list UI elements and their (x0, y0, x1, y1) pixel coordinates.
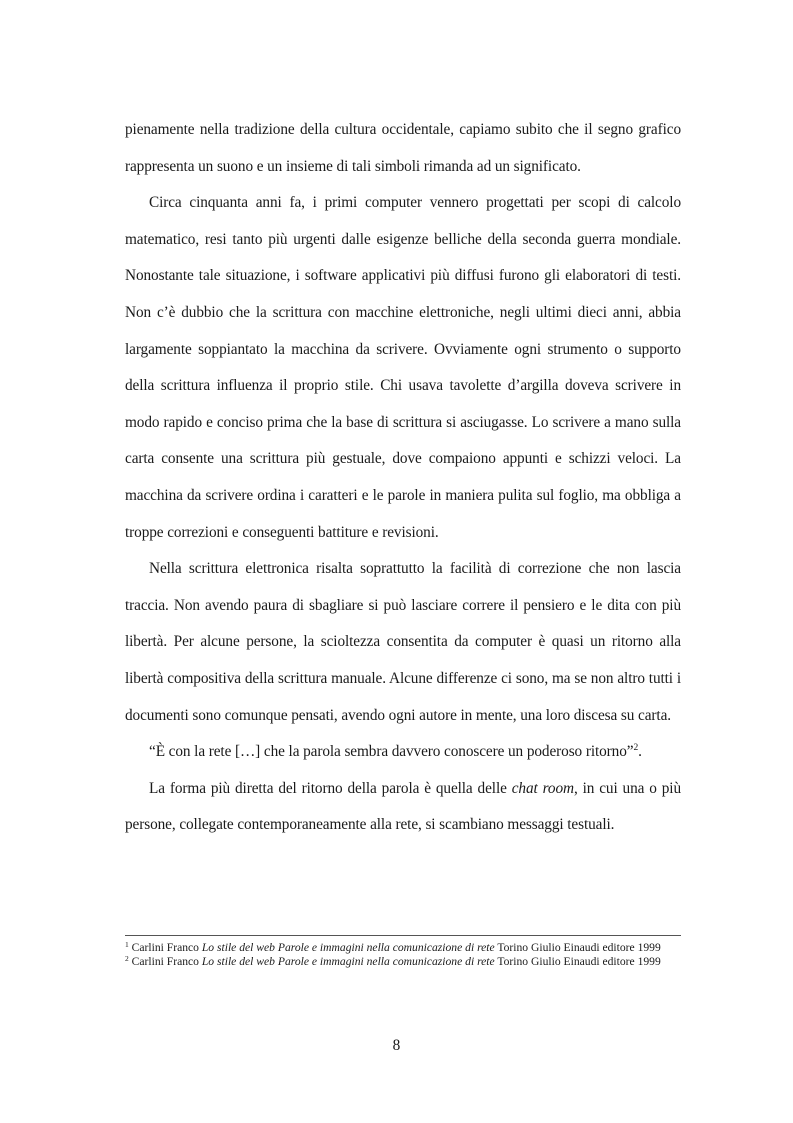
footnote-author: Carlini Franco (131, 941, 202, 954)
paragraph-continuation: pienamente nella tradizione della cultura occidentale, capiamo subito che il segno grafico rappresenta un suono e un insieme di tali simboli rimanda ad un significato. (125, 121, 681, 175)
footnote-1 (125, 941, 681, 955)
paragraph-chat-room (125, 771, 681, 844)
footnote-2 (125, 955, 681, 969)
footnotes (125, 941, 681, 970)
paragraph-quote (125, 734, 681, 771)
body-text (125, 112, 681, 844)
page-number: 8 (392, 1037, 401, 1054)
footnote-number: 1 (125, 940, 129, 949)
chat-room-term: chat room (511, 779, 574, 797)
quote-end: . (638, 743, 642, 761)
quote-text: “È con la rete […] che la parola sembra davvero conoscere un poderoso ritorno” (149, 743, 634, 761)
footnote-title: Lo stile del web Parole e immagini nella comunicazione di rete (201, 955, 495, 969)
paragraph-electronic-writing: Nella scrittura elettronica risalta soprattutto la facilità di correzione che non lascia traccia. Non avendo paura di sbagliare si può lasciare correre il pensiero e le dita con più libertà. Per alcune persone, la scioltezza consentita da computer è quasi un ritorno alla libertà compositiva della scrittura manuale. Alcune differenze ci sono, ma se non altro tutti i documenti sono comunque pensati, avendo ogni autore in mente, una loro discesa su carta. (125, 560, 681, 724)
chat-text-before: La forma più diretta del ritorno della parola è quella delle (149, 779, 512, 797)
footnote-ref: 2 (633, 743, 639, 754)
footnote-publisher: Torino Giulio Einaudi editore 1999 (494, 941, 661, 954)
footnote-publisher: Torino Giulio Einaudi editore 1999 (494, 955, 661, 969)
chat-text-after: , in cui una o più persone, collegate contemporaneamente alla rete, si scambiano messaggi testuali. (125, 779, 682, 834)
footnote-author: Carlini Franco (131, 955, 202, 969)
footnote-title: Lo stile del web Parole e immagini nella comunicazione di rete (201, 941, 495, 954)
footnote-separator (125, 935, 681, 936)
paragraph-computer-history: Circa cinquanta anni fa, i primi computer vennero progettati per scopi di calcolo matematico, resi tanto più urgenti dalle esigenze belliche della seconda guerra mondiale. Nonostante tale situazione, i software applicativi più diffusi furono gli elaboratori di testi. Non c’è dubbio che la scrittura con macchine elettroniche, negli ultimi dieci anni, abbia largamente soppiantato la macchina da scrivere. Ovviamente ogni strumento o supporto della scrittura influenza il proprio stile. Chi usava tavolette d’argilla doveva scrivere in modo rapido e conciso prima che la base di scrittura si asciugasse. Lo scrivere a mano sulla carta consente una scrittura più gestuale, dove compaiono appunti e schizzi veloci. La macchina da scrivere ordina i caratteri e le parole in maniera pulita sul foglio, ma obbliga a troppe correzioni e conseguenti battiture e revisioni. (125, 194, 681, 541)
footnote-number: 2 (125, 954, 129, 964)
